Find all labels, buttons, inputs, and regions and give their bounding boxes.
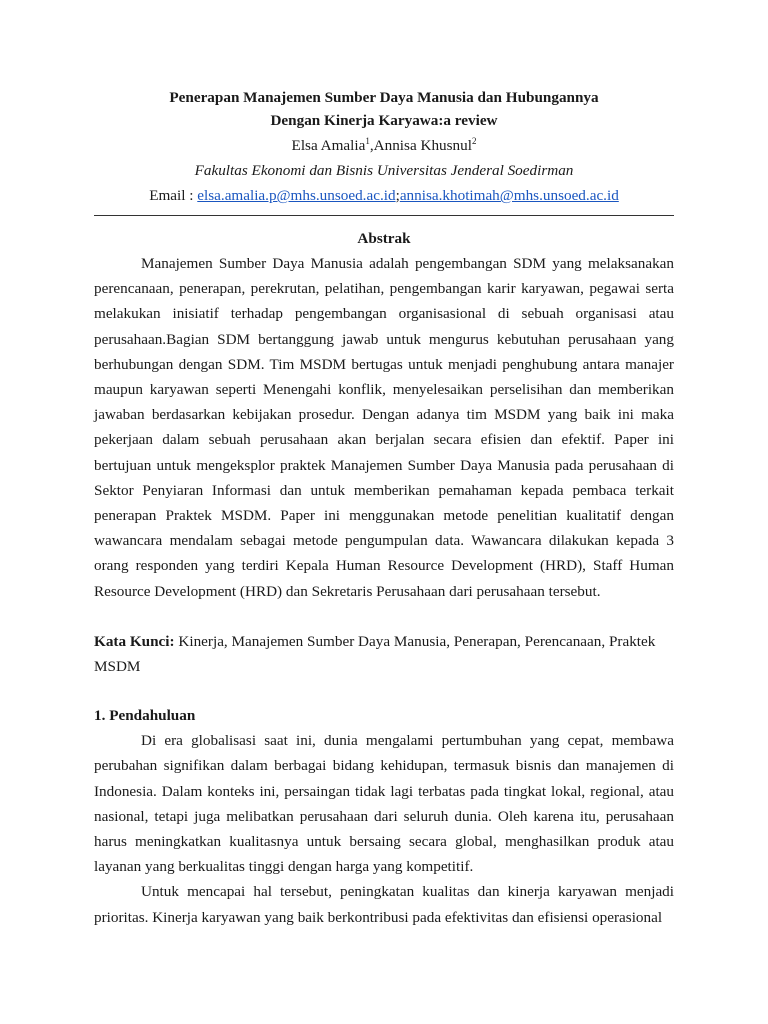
- paper-content: [94, 86, 674, 930]
- affiliation: Fakultas Ekonomi dan Bisnis Universitas Jenderal Soedirman: [194, 162, 574, 179]
- keywords-text: Kinerja, Manajemen Sumber Daya Manusia, Penerapan, Perencanaan, Praktek MSDM: [94, 632, 656, 676]
- email-label: Email :: [149, 187, 198, 204]
- author-separator: ,: [369, 137, 374, 154]
- section-1-paragraph-2: Untuk mencapai hal tersebut, peningkatan kualitas dan kinerja karyawan menjadi prioritas. Kinerja karyawan yang baik berkontribusi pada efektivitas dan efisiensi operasional: [94, 883, 674, 926]
- author-2-affil-mark: 2: [471, 136, 477, 146]
- title-line-2: Dengan Kinerja Karyawa:a review: [270, 112, 498, 129]
- email-separator: ;: [395, 187, 400, 204]
- paper-title: [94, 86, 674, 132]
- email-link-2[interactable]: annisa.khotimah@mhs.unsoed.ac.id: [399, 187, 619, 204]
- keywords-label: Kata Kunci:: [94, 632, 175, 650]
- email-line: [94, 183, 674, 208]
- header-divider: [94, 215, 674, 216]
- title-line-1: Penerapan Manajemen Sumber Daya Manusia dan Hubungannya: [169, 89, 599, 106]
- abstract-heading: Abstrak: [357, 230, 411, 247]
- section-1-paragraph-1: Di era globalisasi saat ini, dunia mengalami pertumbuhan yang cepat, membawa perubahan signifikan dalam berbagai bidang kehidupan, termasuk bisnis dan manajemen di Indonesia. Dalam konteks ini, persaingan tidak lagi terbatas pada tingkat lokal, regional, atau nasional, tetapi juga melibatkan perusahaan dari seluruh dunia. Oleh karena itu, perusahaan harus meningkatkan kualitasnya untuk bersaing secara global, menghasilkan produk atau layanan yang berkualitas tinggi dengan harga yang kompetitif.: [94, 732, 674, 876]
- abstract-text: Manajemen Sumber Daya Manusia adalah pengembangan SDM yang melaksanakan perencanaan, penerapan, perekrutan, pelatihan, pengembangan karir karyawan, pegawai serta melakukan inisiatif terhadap pengembangan organisasional di sebuah organisasi atau perusahaan.Bagian SDM bertanggung jawab untuk mengurus kebutuhan perusahaan yang berhubungan dengan SDM. Tim MSDM bertugas untuk menjadi penghubung antara manajer maupun karyawan seperti Menengahi konflik, menyelesaikan perselisihan dan memberikan jawaban berdasarkan kebijakan prosedur. Dengan adanya tim MSDM yang baik ini maka pekerjaan dalam sebuah perusahaan akan berjalan secara efisien dan efektif. Paper ini bertujuan untuk mengeksplor praktek Manajemen Sumber Daya Manusia pada perusahaan di Sektor Penyiaran Informasi dan untuk memberikan pemahaman kepada pembaca terkait penerapan Praktek MSDM. Paper ini menggunakan metode penelitian kualitatif dengan wawancara mendalam sebagai metode pengumpulan data. Wawancara dilakukan kepada 3 orang responden yang terdiri Kepala Human Resource Development (HRD), Staff Human Resource Development (HRD) dan Sekretaris Perusahaan dari perusahaan tersebut.: [94, 255, 674, 600]
- email-link-1[interactable]: elsa.amalia.p@mhs.unsoed.ac.id: [197, 187, 396, 204]
- section-heading-pendahuluan: 1. Pendahuluan: [94, 707, 196, 725]
- author-1-affil-mark: 1: [365, 136, 370, 146]
- author-2: Annisa Khusnul: [373, 137, 472, 154]
- authors: [94, 133, 674, 158]
- keywords: [94, 629, 674, 679]
- author-1: Elsa Amalia: [291, 137, 366, 154]
